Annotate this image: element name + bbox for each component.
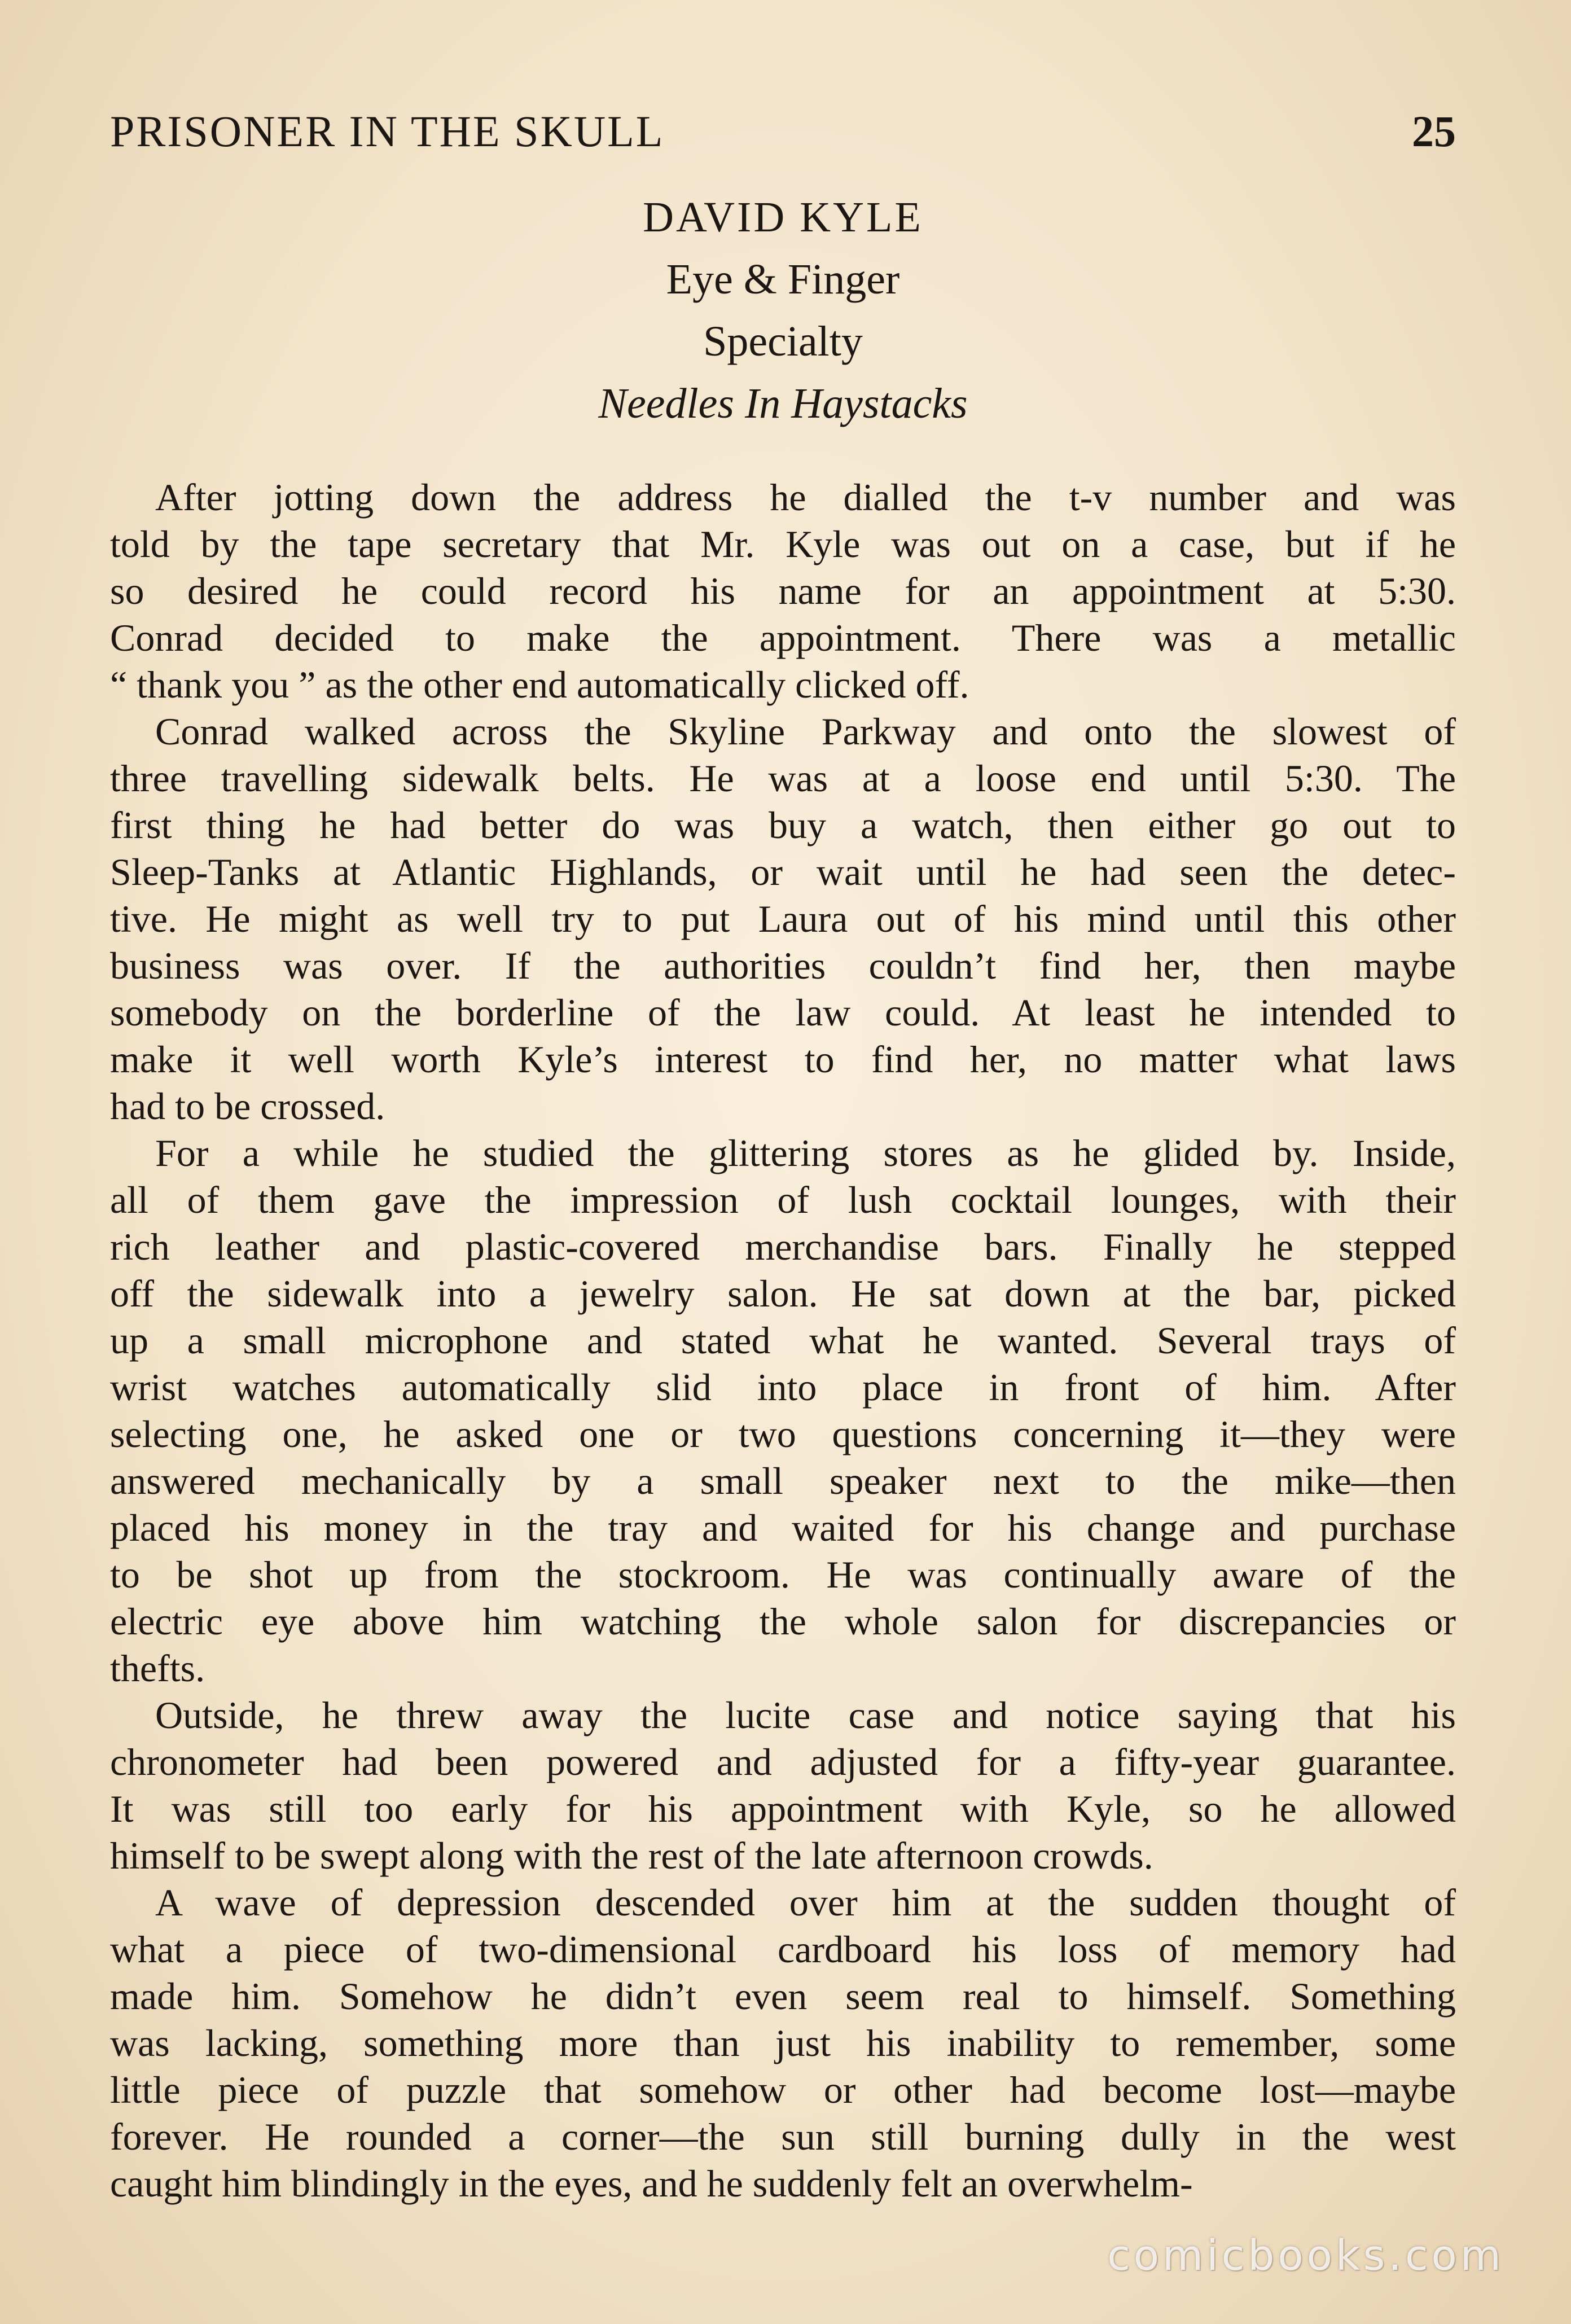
text-line: up a small microphone and stated what he wanted. Several trays of — [110, 1319, 1456, 1362]
text-line: little piece of puzzle that somehow or other had become lost—maybe — [110, 2068, 1456, 2111]
text-line: to be shot up from the stockroom. He was continually aware of the — [110, 1553, 1456, 1596]
text-line: After jotting down the address he dialled the t-v number and was — [155, 476, 1456, 519]
text-line: Outside, he threw away the lucite case and notice saying that his — [155, 1694, 1456, 1737]
text-line: off the sidewalk into a jewelry salon. He sat down at the bar, picked — [110, 1272, 1456, 1315]
business-card-block — [110, 186, 1456, 435]
text-line: thefts. — [110, 1647, 205, 1690]
text-line: For a while he studied the glittering stores as he glided by. Inside, — [155, 1132, 1456, 1174]
text-line: make it well worth Kyle’s interest to find her, no matter what laws — [110, 1038, 1456, 1081]
page-number: 25 — [1412, 107, 1456, 156]
text-line: Conrad decided to make the appointment. There was a metallic — [110, 616, 1456, 659]
text-line: rich leather and plastic-covered merchandise bars. Finally he stepped — [110, 1225, 1456, 1268]
text-line: “ thank you ” as the other end automatically clicked off. — [110, 663, 969, 706]
text-line: electric eye above him watching the whole salon for discrepancies or — [110, 1600, 1456, 1643]
paragraph — [110, 474, 1456, 708]
text-line: made him. Somehow he didn’t even seem real to himself. Something — [110, 1975, 1456, 2018]
card-line-specialty: Specialty — [703, 318, 863, 365]
text-line: A wave of depression descended over him at the sudden thought of — [155, 1881, 1456, 1924]
text-line: three travelling sidewalk belts. He was at a loose end until 5:30. The — [110, 757, 1456, 800]
text-line: It was still too early for his appointment with Kyle, so he allowed — [110, 1787, 1456, 1830]
card-line-eye-finger: Eye & Finger — [666, 256, 900, 303]
watermark: comicbooks.com — [1107, 2231, 1504, 2280]
text-line: all of them gave the impression of lush cocktail lounges, with their — [110, 1178, 1456, 1221]
text-line: Sleep-Tanks at Atlantic Highlands, or wait until he had seen the detec- — [110, 850, 1456, 893]
text-line: chronometer had been powered and adjusted for a fifty-year guarantee. — [110, 1740, 1456, 1783]
text-line: tive. He might as well try to put Laura out of his mind until this other — [110, 897, 1456, 940]
text-line: told by the tape secretary that Mr. Kyle was out on a case, but if he — [110, 523, 1456, 565]
running-title: PRISONER IN THE SKULL — [110, 107, 665, 156]
text-line: so desired he could record his name for an appointment at 5:30. — [110, 569, 1456, 612]
body-text — [110, 474, 1456, 2207]
card-line-slogan: Needles In Haystacks — [598, 380, 968, 427]
text-line: was lacking, something more than just his inability to remember, some — [110, 2022, 1456, 2064]
text-line: first thing he had better do was buy a watch, then either go out to — [110, 804, 1456, 847]
text-line: placed his money in the tray and waited for his change and purchase — [110, 1506, 1456, 1549]
text-line: caught him blindingly in the eyes, and he suddenly felt an overwhelm- — [110, 2162, 1193, 2205]
paragraph — [110, 1692, 1456, 1879]
text-line: forever. He rounded a corner—the sun still burning dully in the west — [110, 2115, 1456, 2158]
text-line: selecting one, he asked one or two questions concerning it—they were — [110, 1413, 1456, 1455]
text-line: wrist watches automatically slid into place in front of him. After — [110, 1366, 1456, 1409]
text-line: answered mechanically by a small speaker next to the mike—then — [110, 1459, 1456, 1502]
text-line: business was over. If the authorities couldn’t find her, then maybe — [110, 944, 1456, 987]
text-line: had to be crossed. — [110, 1085, 385, 1128]
text-line: himself to be swept along with the rest of the late afternoon crowds. — [110, 1834, 1153, 1877]
text-line: somebody on the borderline of the law could. At least he intended to — [110, 991, 1456, 1034]
text-line: what a piece of two-dimensional cardboard his loss of memory had — [110, 1928, 1456, 1971]
paragraph — [110, 1879, 1456, 2207]
page-header — [110, 100, 1456, 163]
card-name: DAVID KYLE — [643, 194, 923, 241]
paragraph — [110, 1130, 1456, 1692]
text-line: Conrad walked across the Skyline Parkway and onto the slowest of — [155, 710, 1456, 753]
paragraph — [110, 708, 1456, 1130]
